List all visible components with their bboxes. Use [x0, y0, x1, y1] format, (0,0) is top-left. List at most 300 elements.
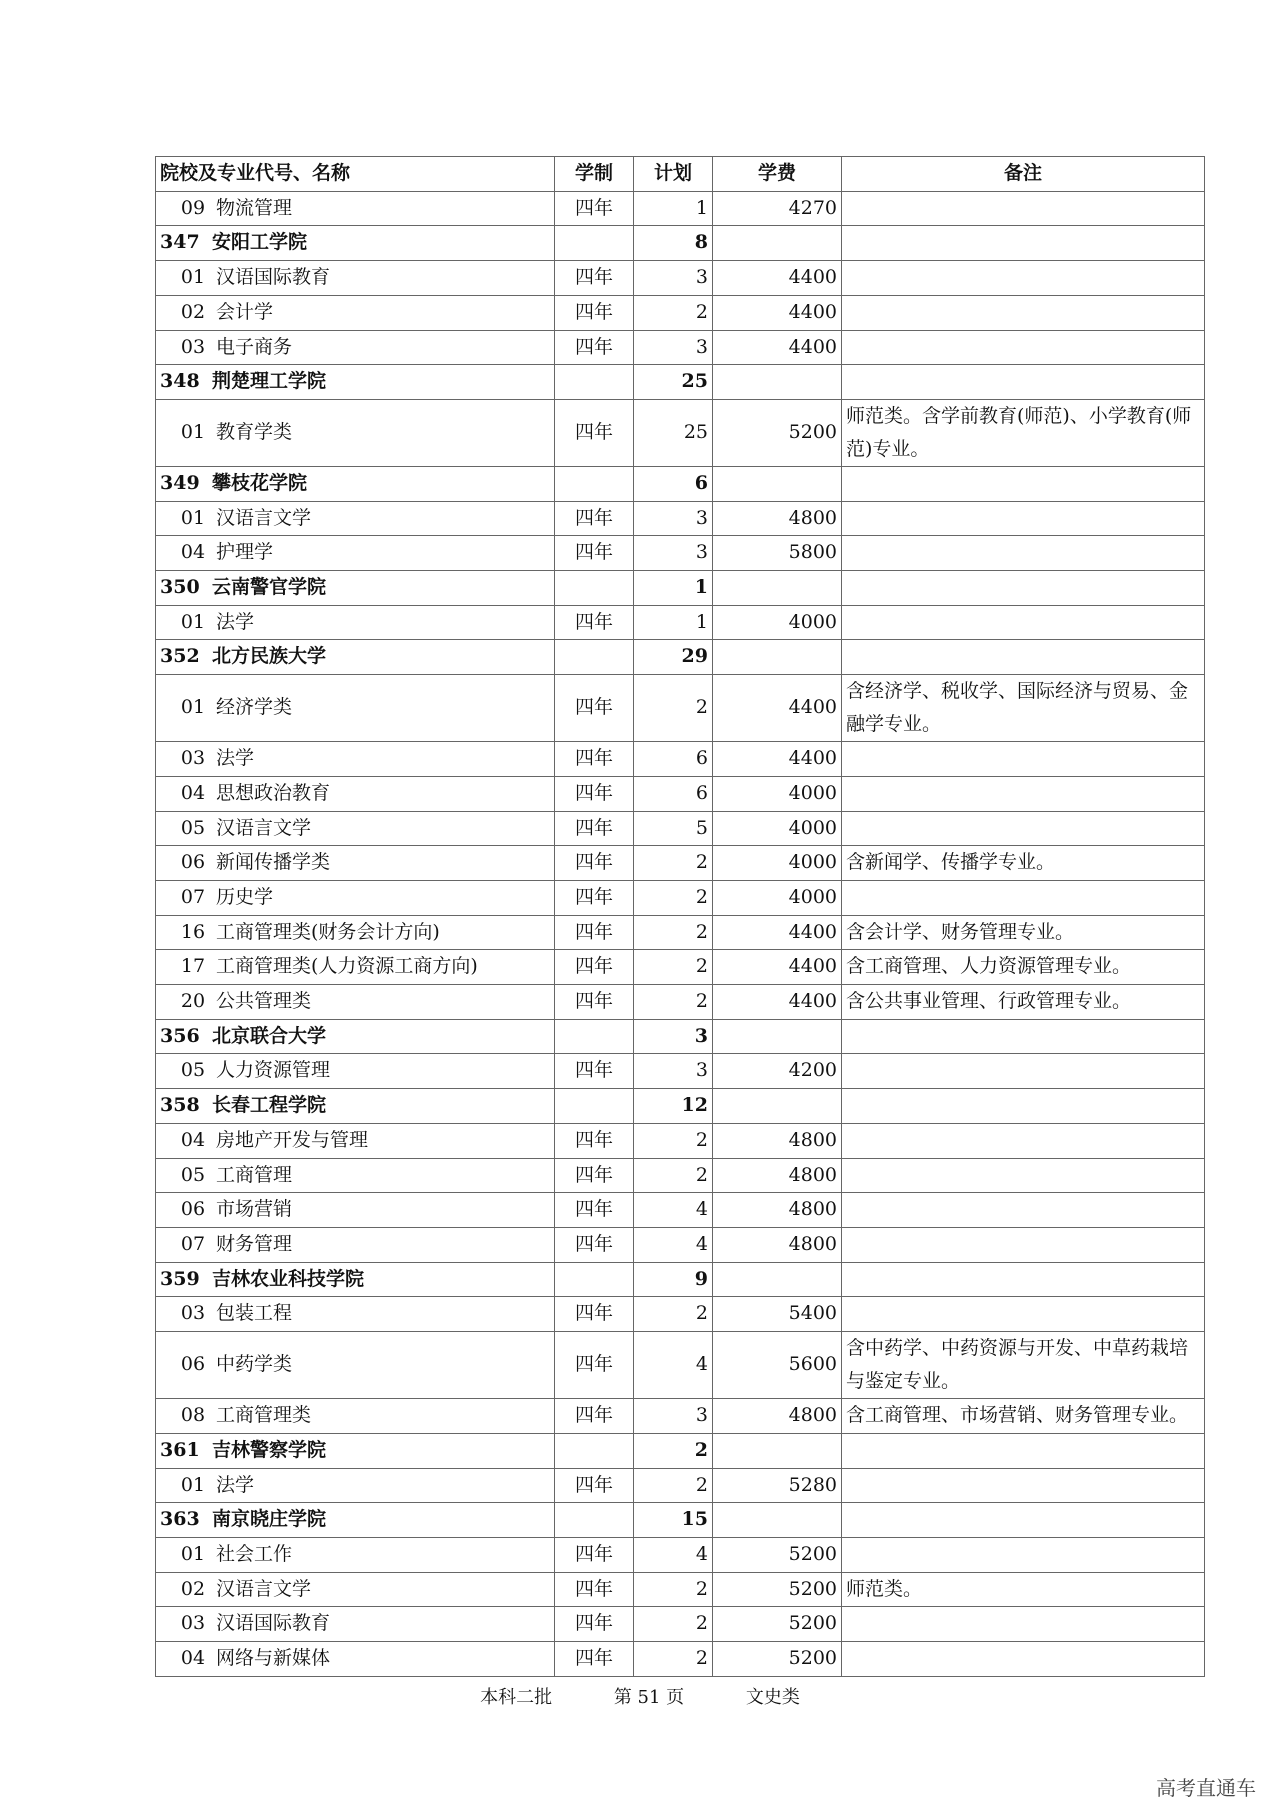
school-row	[156, 1089, 1205, 1124]
major-note	[842, 1158, 1205, 1193]
major-plan: 2	[634, 1123, 713, 1158]
major-note	[842, 811, 1205, 846]
major-fee: 4400	[713, 985, 842, 1020]
school-plan: 15	[634, 1503, 713, 1538]
major-row	[156, 950, 1205, 985]
footer-page-number: 第 51 页	[613, 1687, 685, 1708]
major-note	[842, 1297, 1205, 1332]
major-years: 四年	[555, 330, 634, 365]
major-name: 汉语言文学	[216, 506, 312, 529]
major-name: 社会工作	[216, 1542, 293, 1565]
school-code: 358	[160, 1094, 200, 1117]
major-plan: 2	[634, 915, 713, 950]
admission-plan-table	[155, 156, 1205, 1677]
major-row	[156, 742, 1205, 777]
school-note	[842, 1262, 1205, 1297]
school-name: 云南警官学院	[212, 576, 327, 599]
major-row	[156, 501, 1205, 536]
major-name: 工商管理类(人力资源工商方向)	[216, 955, 478, 978]
major-plan: 2	[634, 1642, 713, 1677]
major-name-cell	[156, 742, 555, 777]
major-fee: 4800	[713, 1123, 842, 1158]
school-plan: 6	[634, 466, 713, 501]
school-name: 南京晓庄学院	[212, 1508, 327, 1531]
school-name: 攀枝花学院	[212, 471, 308, 494]
major-name: 新闻传播学类	[216, 851, 331, 874]
header-fee: 学费	[713, 157, 842, 192]
major-name: 经济学类	[216, 696, 293, 719]
major-code: 07	[180, 1232, 206, 1255]
school-fee	[713, 571, 842, 606]
school-years	[555, 1019, 634, 1054]
school-name: 吉林警察学院	[212, 1438, 327, 1461]
major-name: 工商管理类(财务会计方向)	[216, 920, 440, 943]
school-name-cell	[156, 365, 555, 400]
school-row	[156, 640, 1205, 675]
major-fee: 4000	[713, 880, 842, 915]
major-name-cell	[156, 605, 555, 640]
major-code: 09	[180, 196, 206, 219]
school-name-cell	[156, 1433, 555, 1468]
major-years: 四年	[555, 605, 634, 640]
major-row	[156, 1158, 1205, 1193]
school-plan: 2	[634, 1433, 713, 1468]
school-fee	[713, 1503, 842, 1538]
major-note	[842, 261, 1205, 296]
school-fee	[713, 1089, 842, 1124]
major-fee: 4800	[713, 501, 842, 536]
school-name-cell	[156, 571, 555, 606]
major-plan: 5	[634, 811, 713, 846]
major-row	[156, 399, 1205, 466]
major-code: 20	[180, 990, 206, 1013]
major-code: 08	[180, 1404, 206, 1427]
watermark-text: 高考直通车	[1156, 1776, 1256, 1800]
major-code: 02	[180, 1577, 206, 1600]
major-note: 含经济学、税收学、国际经济与贸易、金融学专业。	[842, 675, 1205, 742]
major-plan: 2	[634, 675, 713, 742]
major-years: 四年	[555, 1399, 634, 1434]
table-header-row	[156, 157, 1205, 192]
major-years: 四年	[555, 501, 634, 536]
school-note	[842, 466, 1205, 501]
school-fee	[713, 226, 842, 261]
major-name-cell	[156, 950, 555, 985]
major-row	[156, 811, 1205, 846]
major-code: 06	[180, 1198, 206, 1221]
major-years: 四年	[555, 1297, 634, 1332]
major-note: 含新闻学、传播学专业。	[842, 846, 1205, 881]
major-row	[156, 1572, 1205, 1607]
major-years: 四年	[555, 1227, 634, 1262]
major-years: 四年	[555, 985, 634, 1020]
major-note	[842, 1642, 1205, 1677]
major-fee: 4400	[713, 261, 842, 296]
major-note	[842, 295, 1205, 330]
major-years: 四年	[555, 536, 634, 571]
major-name: 工商管理类	[216, 1404, 312, 1427]
major-name: 汉语言文学	[216, 1577, 312, 1600]
major-years: 四年	[555, 675, 634, 742]
school-name: 长春工程学院	[212, 1094, 327, 1117]
major-years: 四年	[555, 915, 634, 950]
major-note	[842, 536, 1205, 571]
major-row	[156, 1227, 1205, 1262]
major-years: 四年	[555, 191, 634, 226]
major-plan: 2	[634, 1468, 713, 1503]
major-code: 03	[180, 747, 206, 770]
school-code: 359	[160, 1267, 200, 1290]
school-code: 356	[160, 1024, 200, 1047]
school-years	[555, 226, 634, 261]
major-plan: 2	[634, 950, 713, 985]
major-note	[842, 330, 1205, 365]
major-fee: 5800	[713, 536, 842, 571]
major-years: 四年	[555, 1158, 634, 1193]
major-row	[156, 1193, 1205, 1228]
major-plan: 1	[634, 605, 713, 640]
school-years	[555, 466, 634, 501]
school-name: 北京联合大学	[212, 1024, 327, 1047]
major-years: 四年	[555, 399, 634, 466]
school-years	[555, 640, 634, 675]
major-fee: 4800	[713, 1399, 842, 1434]
major-note	[842, 880, 1205, 915]
major-name-cell	[156, 1123, 555, 1158]
major-plan: 2	[634, 1607, 713, 1642]
school-plan: 29	[634, 640, 713, 675]
major-code: 05	[180, 1059, 206, 1082]
major-code: 05	[180, 816, 206, 839]
major-plan: 2	[634, 295, 713, 330]
major-name-cell	[156, 1537, 555, 1572]
major-plan: 25	[634, 399, 713, 466]
major-row	[156, 605, 1205, 640]
school-plan: 3	[634, 1019, 713, 1054]
major-code: 01	[180, 421, 206, 444]
major-name-cell	[156, 1468, 555, 1503]
major-note: 含中药学、中药资源与开发、中草药栽培与鉴定专业。	[842, 1332, 1205, 1399]
major-name: 汉语国际教育	[216, 1612, 331, 1635]
major-years: 四年	[555, 1054, 634, 1089]
major-name-cell	[156, 1332, 555, 1399]
major-fee: 5200	[713, 1642, 842, 1677]
major-fee: 5200	[713, 1607, 842, 1642]
school-code: 352	[160, 645, 200, 668]
major-name-cell	[156, 1642, 555, 1677]
header-note: 备注	[842, 157, 1205, 192]
school-plan: 9	[634, 1262, 713, 1297]
major-name: 会计学	[216, 300, 274, 323]
major-name-cell	[156, 1607, 555, 1642]
major-row	[156, 1332, 1205, 1399]
major-plan: 2	[634, 846, 713, 881]
major-code: 02	[180, 300, 206, 323]
major-fee: 4400	[713, 295, 842, 330]
major-code: 06	[180, 851, 206, 874]
major-name: 房地产开发与管理	[216, 1128, 369, 1151]
major-years: 四年	[555, 1468, 634, 1503]
major-years: 四年	[555, 950, 634, 985]
major-code: 04	[180, 1647, 206, 1670]
major-fee: 5200	[713, 1572, 842, 1607]
footer-category: 文史类	[745, 1687, 800, 1708]
major-note	[842, 742, 1205, 777]
major-name: 中药学类	[216, 1353, 293, 1376]
major-name-cell	[156, 846, 555, 881]
school-code: 348	[160, 370, 200, 393]
major-name-cell	[156, 985, 555, 1020]
major-code: 16	[180, 920, 206, 943]
major-name-cell	[156, 330, 555, 365]
major-note	[842, 1468, 1205, 1503]
major-plan: 2	[634, 1297, 713, 1332]
major-row	[156, 330, 1205, 365]
major-fee: 4800	[713, 1227, 842, 1262]
major-years: 四年	[555, 1607, 634, 1642]
major-row	[156, 1468, 1205, 1503]
major-years: 四年	[555, 1642, 634, 1677]
major-plan: 4	[634, 1537, 713, 1572]
major-row	[156, 1297, 1205, 1332]
major-code: 01	[180, 610, 206, 633]
major-row	[156, 1607, 1205, 1642]
major-name: 法学	[216, 747, 255, 770]
major-plan: 2	[634, 1158, 713, 1193]
school-row	[156, 1503, 1205, 1538]
school-code: 361	[160, 1438, 200, 1461]
major-fee: 4000	[713, 811, 842, 846]
major-plan: 4	[634, 1193, 713, 1228]
major-fee: 4400	[713, 950, 842, 985]
major-name: 历史学	[216, 885, 274, 908]
major-name: 法学	[216, 1473, 255, 1496]
major-years: 四年	[555, 1537, 634, 1572]
major-fee: 5200	[713, 1537, 842, 1572]
major-row	[156, 191, 1205, 226]
major-note	[842, 776, 1205, 811]
major-code: 01	[180, 506, 206, 529]
major-years: 四年	[555, 295, 634, 330]
major-name-cell	[156, 811, 555, 846]
major-name: 电子商务	[216, 335, 293, 358]
major-name-cell	[156, 1158, 555, 1193]
major-fee: 4400	[713, 675, 842, 742]
school-years	[555, 365, 634, 400]
major-name-cell	[156, 1572, 555, 1607]
major-name-cell	[156, 776, 555, 811]
major-name: 人力资源管理	[216, 1059, 331, 1082]
school-code: 363	[160, 1508, 200, 1531]
major-code: 04	[180, 541, 206, 564]
school-code: 349	[160, 471, 200, 494]
major-fee: 5200	[713, 399, 842, 466]
major-row	[156, 1054, 1205, 1089]
school-name: 安阳工学院	[212, 231, 308, 254]
major-years: 四年	[555, 1123, 634, 1158]
major-code: 03	[180, 1302, 206, 1325]
major-years: 四年	[555, 261, 634, 296]
school-note	[842, 571, 1205, 606]
major-plan: 3	[634, 1054, 713, 1089]
major-code: 01	[180, 266, 206, 289]
major-name: 市场营销	[216, 1198, 293, 1221]
school-note	[842, 226, 1205, 261]
header-plan: 计划	[634, 157, 713, 192]
school-note	[842, 1019, 1205, 1054]
major-name: 网络与新媒体	[216, 1647, 331, 1670]
major-row	[156, 1642, 1205, 1677]
major-note	[842, 1123, 1205, 1158]
major-note: 含工商管理、市场营销、财务管理专业。	[842, 1399, 1205, 1434]
school-name-cell	[156, 640, 555, 675]
major-fee: 4400	[713, 330, 842, 365]
school-fee	[713, 466, 842, 501]
major-fee: 5600	[713, 1332, 842, 1399]
major-fee: 4200	[713, 1054, 842, 1089]
school-name-cell	[156, 1089, 555, 1124]
major-name: 教育学类	[216, 421, 293, 444]
major-name: 物流管理	[216, 196, 293, 219]
school-note	[842, 1503, 1205, 1538]
school-code: 350	[160, 576, 200, 599]
school-fee	[713, 640, 842, 675]
major-row	[156, 261, 1205, 296]
major-years: 四年	[555, 1572, 634, 1607]
school-note	[842, 1433, 1205, 1468]
major-plan: 2	[634, 880, 713, 915]
major-name: 法学	[216, 610, 255, 633]
major-fee: 4400	[713, 742, 842, 777]
major-plan: 6	[634, 776, 713, 811]
major-plan: 3	[634, 261, 713, 296]
major-plan: 4	[634, 1332, 713, 1399]
major-code: 01	[180, 1542, 206, 1565]
major-name-cell	[156, 1054, 555, 1089]
major-row	[156, 915, 1205, 950]
school-name-cell	[156, 1503, 555, 1538]
school-note	[842, 640, 1205, 675]
major-years: 四年	[555, 1332, 634, 1399]
major-plan: 2	[634, 1572, 713, 1607]
major-note	[842, 191, 1205, 226]
major-row	[156, 1537, 1205, 1572]
header-name: 院校及专业代号、名称	[156, 157, 555, 192]
major-note	[842, 1607, 1205, 1642]
major-name-cell	[156, 1399, 555, 1434]
school-plan: 8	[634, 226, 713, 261]
major-note	[842, 1054, 1205, 1089]
major-code: 06	[180, 1353, 206, 1376]
school-name-cell	[156, 226, 555, 261]
school-note	[842, 1089, 1205, 1124]
major-plan: 3	[634, 1399, 713, 1434]
school-fee	[713, 1019, 842, 1054]
major-fee: 4400	[713, 915, 842, 950]
major-note	[842, 1193, 1205, 1228]
major-row	[156, 1123, 1205, 1158]
major-name-cell	[156, 880, 555, 915]
major-name-cell	[156, 295, 555, 330]
school-years	[555, 1433, 634, 1468]
major-years: 四年	[555, 811, 634, 846]
school-name: 北方民族大学	[212, 645, 327, 668]
major-name: 汉语言文学	[216, 816, 312, 839]
major-name-cell	[156, 675, 555, 742]
school-fee	[713, 365, 842, 400]
school-years	[555, 1503, 634, 1538]
major-row	[156, 675, 1205, 742]
major-fee: 4270	[713, 191, 842, 226]
major-code: 17	[180, 955, 206, 978]
major-plan: 3	[634, 330, 713, 365]
major-code: 04	[180, 781, 206, 804]
header-years: 学制	[555, 157, 634, 192]
major-note: 含公共事业管理、行政管理专业。	[842, 985, 1205, 1020]
major-name: 护理学	[216, 541, 274, 564]
major-years: 四年	[555, 880, 634, 915]
school-name-cell	[156, 1019, 555, 1054]
major-fee: 5280	[713, 1468, 842, 1503]
major-code: 01	[180, 1473, 206, 1496]
school-row	[156, 1019, 1205, 1054]
major-plan: 1	[634, 191, 713, 226]
major-note: 含会计学、财务管理专业。	[842, 915, 1205, 950]
major-row	[156, 776, 1205, 811]
major-years: 四年	[555, 742, 634, 777]
major-note: 师范类。含学前教育(师范)、小学教育(师范)专业。	[842, 399, 1205, 466]
major-fee: 4800	[713, 1158, 842, 1193]
school-code: 347	[160, 231, 200, 254]
major-plan: 3	[634, 501, 713, 536]
major-code: 03	[180, 335, 206, 358]
major-years: 四年	[555, 1193, 634, 1228]
major-note	[842, 1537, 1205, 1572]
major-years: 四年	[555, 846, 634, 881]
school-name-cell	[156, 466, 555, 501]
school-row	[156, 365, 1205, 400]
major-name: 包装工程	[216, 1302, 293, 1325]
school-note	[842, 365, 1205, 400]
page-footer	[0, 1683, 1280, 1709]
major-plan: 4	[634, 1227, 713, 1262]
major-name: 汉语国际教育	[216, 266, 331, 289]
school-years	[555, 1089, 634, 1124]
footer-batch: 本科二批	[480, 1687, 553, 1708]
major-name-cell	[156, 261, 555, 296]
school-row	[156, 1262, 1205, 1297]
major-name-cell	[156, 536, 555, 571]
major-plan: 2	[634, 985, 713, 1020]
major-fee: 4000	[713, 776, 842, 811]
major-name-cell	[156, 1297, 555, 1332]
major-name-cell	[156, 501, 555, 536]
major-name: 思想政治教育	[216, 781, 331, 804]
major-years: 四年	[555, 776, 634, 811]
major-name-cell	[156, 915, 555, 950]
major-plan: 6	[634, 742, 713, 777]
school-name: 吉林农业科技学院	[212, 1267, 365, 1290]
major-name: 公共管理类	[216, 990, 312, 1013]
school-plan: 25	[634, 365, 713, 400]
school-row	[156, 466, 1205, 501]
major-code: 01	[180, 696, 206, 719]
major-name: 财务管理	[216, 1232, 293, 1255]
major-note	[842, 605, 1205, 640]
school-row	[156, 1433, 1205, 1468]
school-row	[156, 226, 1205, 261]
major-plan: 3	[634, 536, 713, 571]
